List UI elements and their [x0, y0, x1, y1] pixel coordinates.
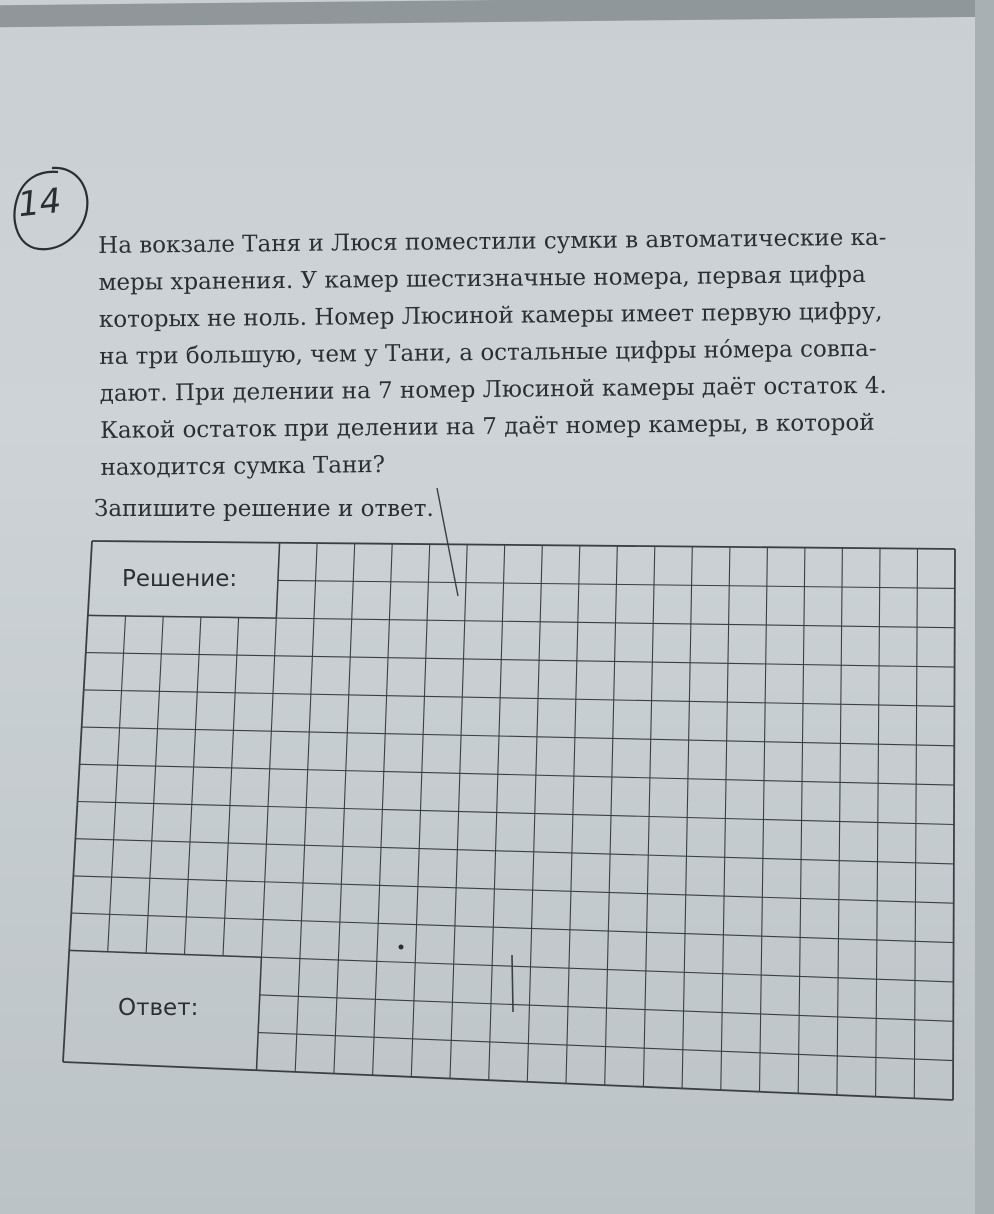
- problem-line: На вокзале Таня и Люся поместили сумки в автоматические ка-: [98, 224, 887, 259]
- grid-line: [185, 617, 201, 955]
- grid-border: [63, 1062, 953, 1100]
- grid-line: [82, 727, 955, 746]
- pen-mark: [437, 488, 458, 596]
- problem-line: которых не ноль. Номер Люсиной камеры имеет первую цифру,: [98, 298, 883, 333]
- grid-line: [86, 653, 955, 668]
- grid-line: [71, 913, 953, 943]
- instruction-text: Запишите решение и ответ.: [94, 496, 434, 522]
- problem-number: 14: [16, 180, 64, 226]
- grid-line: [80, 764, 955, 785]
- grid-line: [146, 617, 163, 954]
- ink-dot: [399, 945, 404, 950]
- grid-line: [223, 618, 239, 956]
- answer-box-border: [69, 950, 261, 957]
- grid-line: [75, 839, 954, 864]
- problem-line: на три большую, чем у Тани, а остальные цифры нóмера совпа-: [99, 335, 877, 370]
- grid-border: [953, 549, 955, 1100]
- answer-label: Ответ:: [118, 995, 199, 1021]
- grid-border: [92, 541, 955, 549]
- problem-line: находится сумка Тани?: [100, 452, 386, 481]
- problem-line: Какой остаток при делении на 7 даёт номер камеры, в которой: [99, 409, 875, 444]
- solution-box-border: [88, 615, 276, 618]
- answer-box-border: [257, 957, 262, 1070]
- grid-line: [78, 802, 955, 825]
- problem-line: меры хранения. У камер шестизначные номера, первая цифра: [98, 261, 866, 296]
- grid-line: [84, 690, 955, 707]
- grid-line: [108, 616, 126, 952]
- pen-mark: [512, 955, 513, 1012]
- problem-line: дают. При делении на 7 номер Люсиной камеры даёт остаток 4.: [99, 372, 887, 407]
- solution-label: Решение:: [122, 566, 238, 592]
- grid-line: [73, 876, 953, 903]
